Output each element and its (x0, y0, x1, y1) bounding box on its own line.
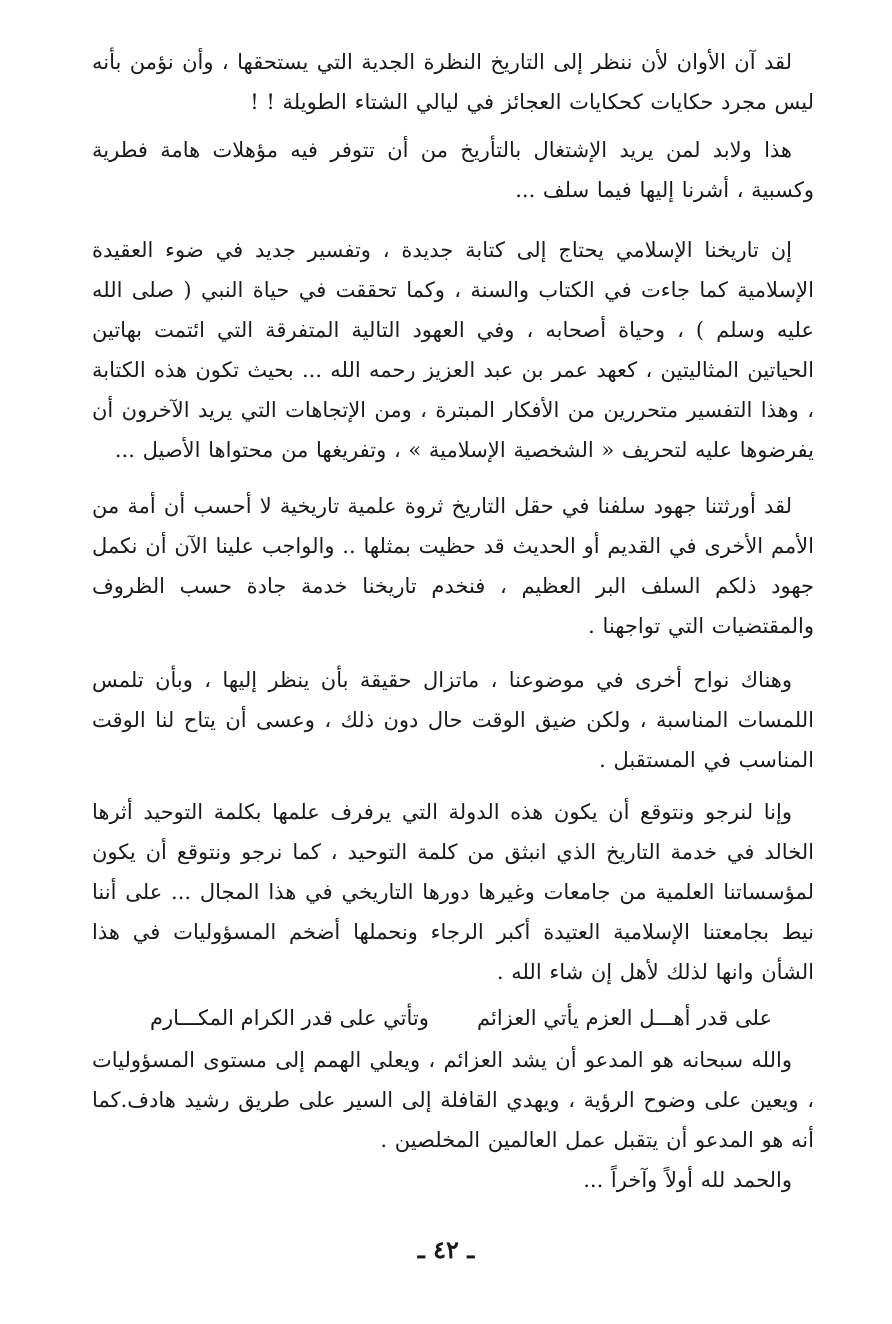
paragraph: لقد آن الأوان لأن ننظر إلى التاريخ النظرة الجدية التي يستحقها ، وأن نؤمن بأنه ليس مجرد حكايات كحكايات العجائز في ليالي الشتاء الطويلة ! ! (92, 50, 814, 114)
paragraph-2-block (92, 130, 814, 210)
paragraph-4-block (92, 486, 814, 646)
page-number: ـ ٤٢ ـ (417, 1235, 475, 1264)
closing-line-block (92, 1160, 814, 1200)
paragraph: وإنا لنرجو ونتوقع أن يكون هذه الدولة التي يرفرف علمها بكلمة التوحيد أثرها الخالد في خدمة التاريخ الذي انبثق من كلمة التوحيد ، كما نرجو ونتوقع أن يكون لمؤسساتنا العلمية من جامعات وغيرها دورها التاريخي في هذا المجال ... على أننا نيط بجامعتنا الإسلامية العتيدة أكبر الرجاء ونحملها أضخم المسؤوليات في هذا الشأن وانها لذلك لأهل إن شاء الله . (92, 800, 814, 984)
paragraph: وهناك نواح أخرى في موضوعنا ، ماتزال حقيقة بأن ينظر إليها ، وبأن تلمس اللمسات المناسبة ، ولكن ضيق الوقت حال دون ذلك ، وعسى أن يتاح لنا الوقت المناسب في المستقبل . (92, 668, 814, 772)
closing-paragraph-block (92, 1040, 814, 1160)
verse-second-hemistich: وتأتي على قدر الكرام المكـــارم (150, 1006, 429, 1030)
paragraph: لقد أورثتنا جهود سلفنا في حقل التاريخ ثروة علمية تاريخية لا أحسب أن أمة من الأمم الأخرى في القديم أو الحديث قد حظيت بمثلها .. والواجب علينا الآن أن نكمل جهود ذلكم السلف البر العظيم ، فنخدم تاريخنا خدمة جادة حسب الظروف والمقتضيات التي تواجهنا . (92, 494, 814, 638)
paragraph: والله سبحانه هو المدعو أن يشد العزائم ، ويعلي الهمم إلى مستوى المسؤوليات ، ويعين على وضوح الرؤية ، ويهدي القافلة إلى السير على طريق رشيد هادف.كما أنه هو المدعو أن يتقبل عمل العالمين المخلصين . (92, 1048, 814, 1152)
paragraph: إن تاريخنا الإسلامي يحتاج إلى كتابة جديدة ، وتفسير جديد في ضوء العقيدة الإسلامية كما جاءت في الكتاب والسنة ، وكما تحققت في حياة النبي ( صلى الله عليه وسلم ) ، وحياة أصحابه ، وفي العهود التالية المتفرقة التي ائتمت بهاتين الحياتين المثاليتين ، كعهد عمر بن عبد العزيز رحمه الله ... بحيث تكون هذه الكتابة ، وهذا التفسير متحررين من الأفكار المبترة ، ومن الإتجاهات التي يريد الآخرون أن يفرضوها عليه لتحريف « الشخصية الإسلامية » ، وتفريغها من محتواها الأصيل ... (92, 238, 814, 462)
paragraph-6-block (92, 792, 814, 992)
paragraph-5-block (92, 660, 814, 780)
closing-line: والحمد لله أولاً وآخراً ... (583, 1168, 792, 1192)
verse-first-hemistich: على قدر أهـــل العزم يأتي العزائم (477, 1006, 772, 1030)
poetry-verse (150, 998, 772, 1038)
paragraph: هذا ولابد لمن يريد الإشتغال بالتأريخ من أن تتوفر فيه مؤهلات هامة فطرية وكسبية ، أشرنا إليها فيما سلف ... (92, 138, 814, 202)
paragraph-1-block (92, 42, 814, 122)
paragraph-3-block (92, 230, 814, 470)
